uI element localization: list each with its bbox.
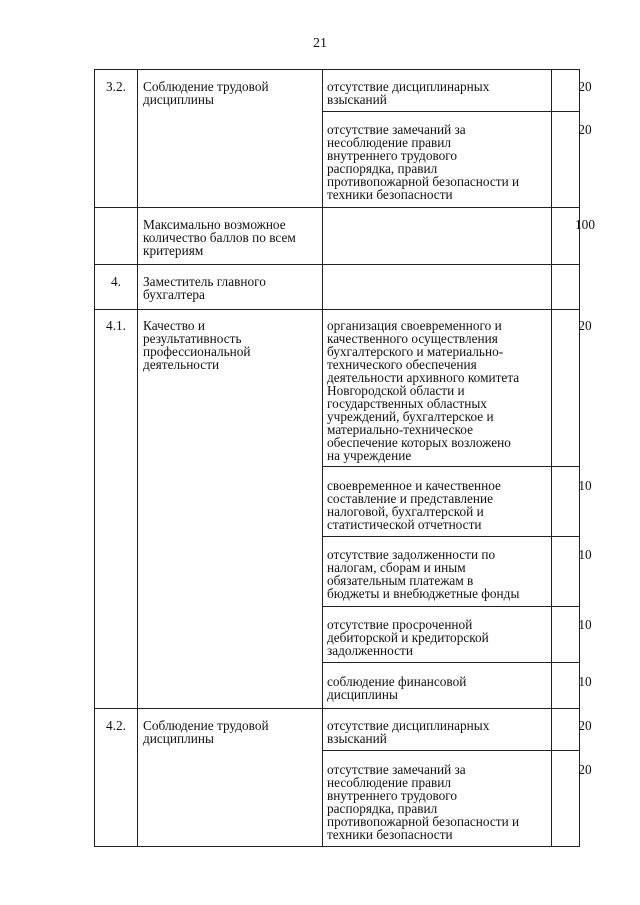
indicator-text: отсутствие замечаний за несоблюдение правил внутреннего трудового распорядка, правил противопожарной безопасности и техники безопасности: [327, 762, 520, 842]
page-number: 21: [313, 36, 327, 51]
criterion-label: Качество и результативность профессиональной деятельности: [143, 318, 251, 372]
indicator-text: своевременное и качественное составление и представление налоговой, бухгалтерской и статистической отчетности: [327, 478, 501, 532]
indicator-points: 20: [578, 718, 592, 733]
row-number: 4.2.: [106, 718, 126, 733]
table-rule: [94, 708, 580, 709]
table-rule: [94, 264, 580, 265]
criterion-label: Максимально возможное количество баллов по всем критериям: [143, 217, 296, 258]
indicator-text: отсутствие просроченной дебиторской и кредиторской задолженности: [327, 617, 489, 658]
table-rule: [322, 750, 580, 751]
row-number: 3.2.: [106, 79, 126, 94]
indicator-points: 20: [578, 762, 592, 777]
section-heading: Заместитель главного бухгалтера: [143, 274, 266, 302]
table-rule: [322, 536, 580, 537]
table-rule: [322, 69, 323, 847]
total-points: 100: [575, 217, 595, 232]
indicator-text: отсутствие дисциплинарных взысканий: [327, 79, 490, 107]
indicator-points: 20: [578, 122, 592, 137]
row-number: 4.: [111, 274, 121, 289]
indicator-points: 10: [578, 617, 592, 632]
indicator-points: 10: [578, 478, 592, 493]
row-number: 4.1.: [106, 318, 126, 333]
indicator-points: 20: [578, 318, 592, 333]
table-rule: [322, 606, 580, 607]
table-rule: [94, 69, 580, 70]
table-rule: [137, 69, 138, 847]
criterion-label: Соблюдение трудовой дисциплины: [143, 79, 269, 107]
indicator-points: 10: [578, 674, 592, 689]
table-rule: [94, 309, 580, 310]
table-rule: [94, 207, 580, 208]
table-rule: [322, 111, 580, 112]
indicator-text: отсутствие задолженности по налогам, сборам и иным обязательным платежам в бюджеты и внебюджетные фонды: [327, 547, 520, 601]
indicator-text: организация своевременного и качественного осуществления бухгалтерского и материально- технического обеспечения деятельности архивного комитета Новгородской области и государственных областных учреждений, бухгалтерское и материально-техническое обеспечение которых возложено на учреждение: [327, 318, 520, 463]
indicator-text: отсутствие замечаний за несоблюдение правил внутреннего трудового распорядка, правил противопожарной безопасности и техники безопасности: [327, 122, 520, 202]
table-rule: [322, 662, 580, 663]
indicator-text: соблюдение финансовой дисциплины: [327, 674, 467, 702]
criterion-label: Соблюдение трудовой дисциплины: [143, 718, 269, 746]
table-rule: [322, 466, 580, 467]
indicator-points: 20: [578, 79, 592, 94]
indicator-text: отсутствие дисциплинарных взысканий: [327, 718, 490, 746]
indicator-points: 10: [578, 547, 592, 562]
table-rule: [94, 846, 580, 847]
